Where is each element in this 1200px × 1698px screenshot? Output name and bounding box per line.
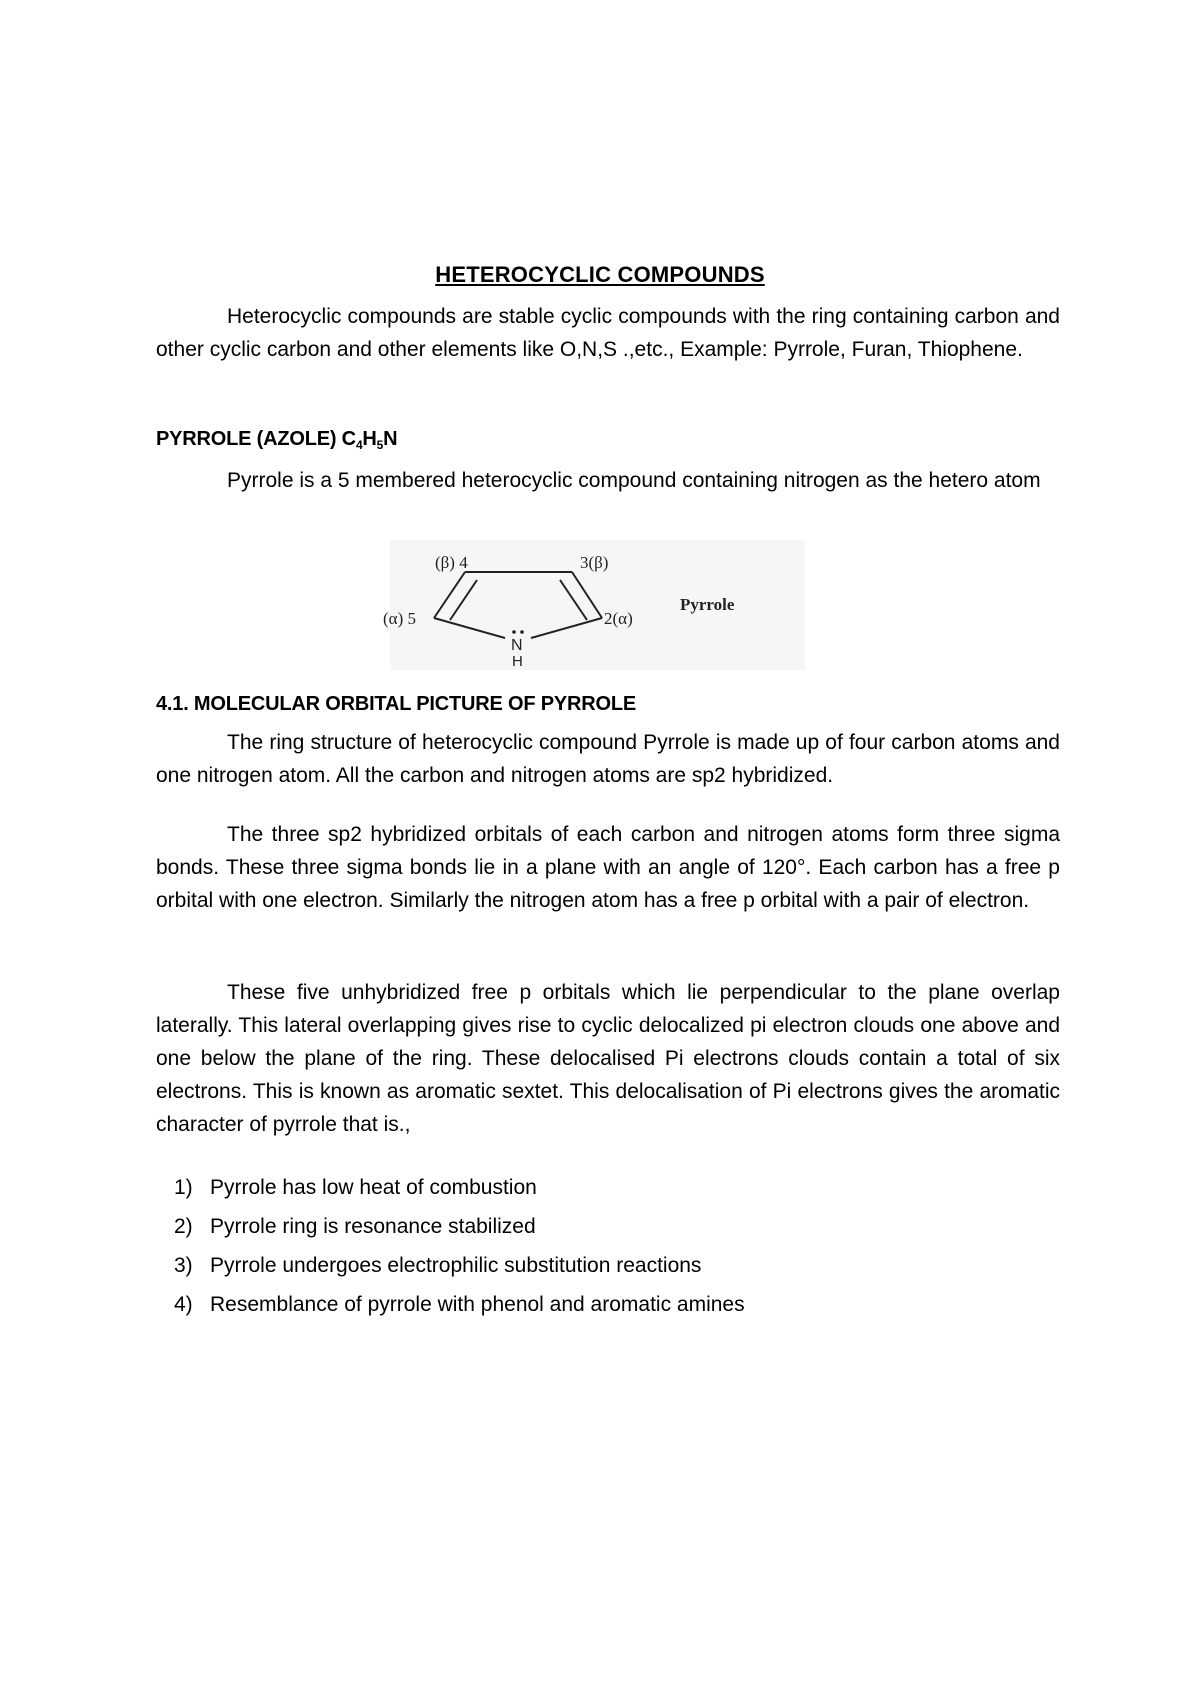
list-item — [156, 1246, 745, 1285]
list-item — [156, 1285, 745, 1324]
page-title: HETEROCYCLIC COMPOUNDS — [435, 262, 765, 287]
body-paragraph: These five unhybridized free p orbitals which lie perpendicular to the plane overlap laterally. This lateral overlapping gives rise to cyclic delocalized pi electron clouds one above and one below the plane of the ring. These delocalised Pi electrons clouds contain a total of six electrons. This is known as aromatic sextet. This delocalisation of Pi electrons gives the aromatic character of pyrrole that is., — [156, 981, 1060, 1136]
section-heading: 4.1. MOLECULAR ORBITAL PICTURE OF PYRROLE — [156, 693, 636, 715]
list-item-text: Pyrrole has low heat of combustion — [210, 1176, 537, 1199]
label-alpha-5: (α) 5 — [383, 609, 416, 628]
formula-subscript-h: 5 — [376, 438, 384, 452]
figure-caption: Pyrrole — [680, 595, 735, 614]
list-item-text: Pyrrole undergoes electrophilic substitution reactions — [210, 1254, 702, 1277]
properties-list — [156, 1168, 745, 1324]
body-paragraph: The ring structure of heterocyclic compound Pyrrole is made up of four carbon atoms and one nitrogen atom. All the carbon and nitrogen atoms are sp2 hybridized. — [156, 731, 1060, 787]
formula-h: H — [362, 428, 377, 450]
list-item-number: 2) — [174, 1215, 193, 1238]
list-item-number: 3) — [174, 1254, 193, 1277]
label-hydrogen: H — [512, 653, 523, 670]
list-item — [156, 1168, 745, 1207]
pyrrole-heading — [156, 428, 397, 451]
list-item — [156, 1207, 745, 1246]
label-beta-4: (β) 4 — [435, 553, 468, 572]
list-item-number: 4) — [174, 1293, 193, 1316]
body-paragraph: The three sp2 hybridized orbitals of each carbon and nitrogen atoms form three sigma bonds. These three sigma bonds lie in a plane with an angle of 120°. Each carbon has a free p orbital with one electron. Similarly the nitrogen atom has a free p orbital with a pair of electron. — [156, 823, 1060, 912]
list-item-number: 1) — [174, 1176, 193, 1199]
list-item-text: Resemblance of pyrrole with phenol and aromatic amines — [210, 1293, 745, 1316]
lone-pair-dot — [520, 630, 524, 634]
intro-paragraph: Heterocyclic compounds are stable cyclic compounds with the ring containing carbon and other cyclic carbon and other elements like O,N,S .,etc., Example: Pyrrole, Furan, Thiophene. — [156, 305, 1060, 361]
label-nitrogen: N — [511, 637, 523, 654]
label-2-alpha: 2(α) — [604, 609, 633, 628]
lone-pair-dot — [512, 630, 516, 634]
list-item-text: Pyrrole ring is resonance stabilized — [210, 1215, 536, 1238]
pyrrole-description: Pyrrole is a 5 membered heterocyclic compound containing nitrogen as the hetero atom — [227, 469, 1041, 492]
pyrrole-structure-figure — [383, 540, 805, 670]
formula-n: N — [383, 428, 398, 450]
pyrrole-heading-text: PYRROLE (AZOLE) C — [156, 428, 356, 450]
formula-subscript-c: 4 — [355, 438, 363, 452]
label-3-beta: 3(β) — [580, 553, 609, 572]
pyrrole-structure-svg — [383, 540, 805, 670]
